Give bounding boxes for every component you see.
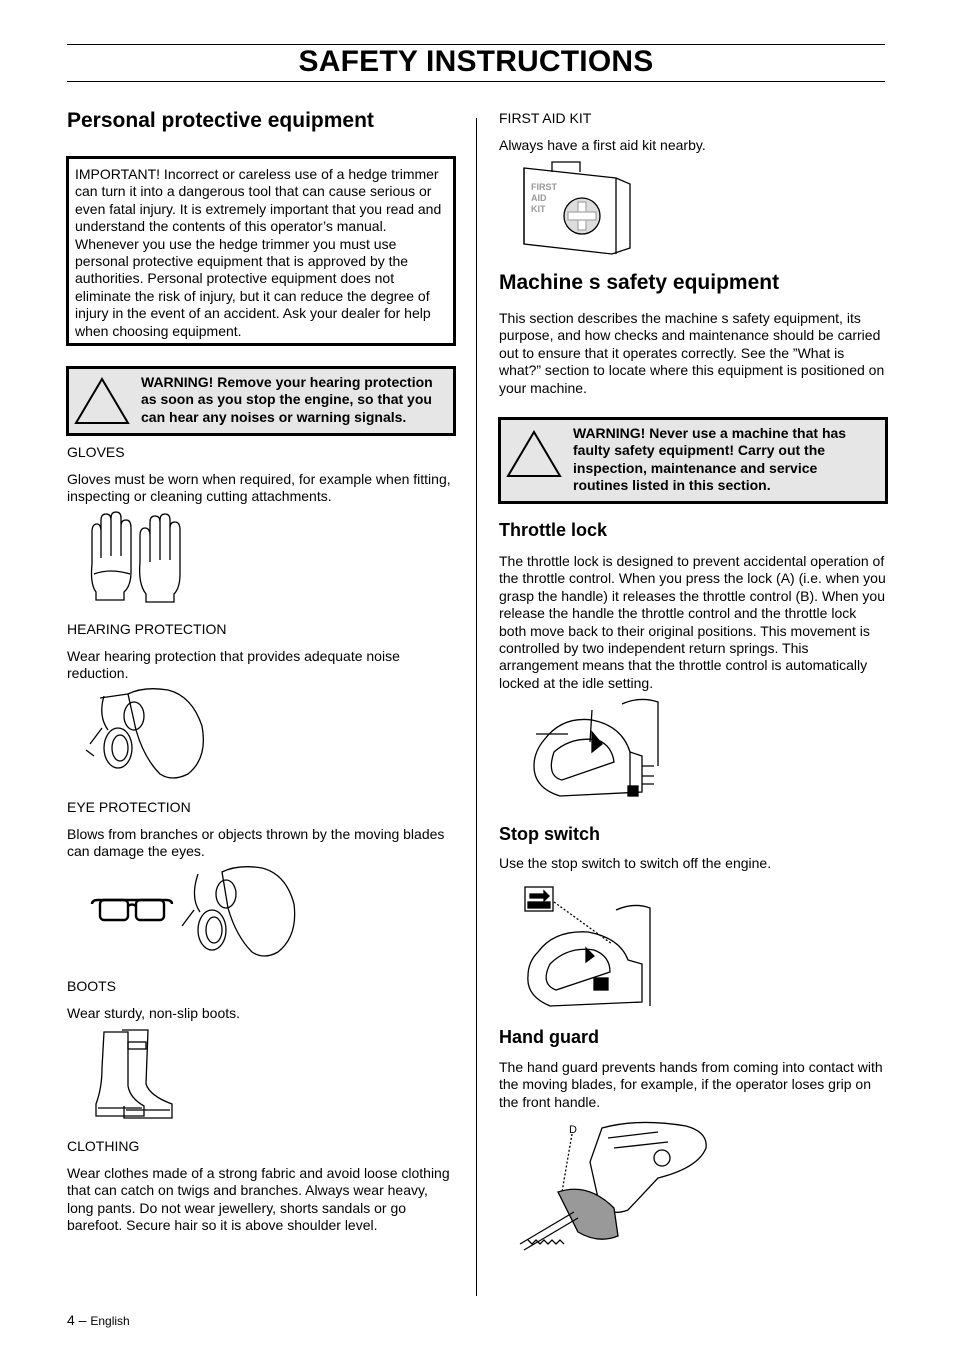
gloves-icon	[88, 512, 184, 604]
boots-text: Wear sturdy, non-slip boots.	[67, 1005, 241, 1021]
warning-triangle-icon	[506, 430, 562, 478]
stop-switch-heading: Stop switch	[499, 824, 601, 844]
kit-label-line: AID	[531, 193, 547, 203]
hand-guard-illustration	[518, 1118, 714, 1256]
important-text: IMPORTANT! Incorrect or careless use of a hedge trimmer can turn it into a dangerous tool that can cause serious or even fatal injury. It is extremely important that you read and understand the contents of this operator’s manual. Whenever you use the hedge trimmer you must use personal protective equipment that is approved by the authorities. Personal protective equipment does not eliminate the risk of injury, but it can reduce the degree of injury in the event of an accident. Ask your dealer for help when choosing equipment.	[75, 166, 442, 339]
machine-safety-heading: Machine s safety equipment	[499, 271, 780, 294]
important-box	[66, 156, 456, 346]
warning-text-hearing: WARNING! Remove your hearing protection as soon as you stop the engine, so that you can hear any noises or warning signals.	[141, 374, 433, 425]
page-number: 4 –	[67, 1312, 87, 1328]
firstaid-label: FIRST AID KIT	[499, 110, 592, 126]
eye-label: EYE PROTECTION	[67, 799, 191, 815]
eye-text: Blows from branches or objects thrown by the moving blades can damage the eyes.	[67, 826, 445, 860]
warning-box-hearing	[66, 366, 456, 436]
header-rule-bottom	[67, 81, 885, 82]
hearing-protection-icon	[84, 686, 208, 782]
warning-text-faulty: WARNING! Never use a machine that has faulty safety equipment! Carry out the inspection, maintenance and service routines listed in this section.	[573, 425, 847, 494]
boots-label: BOOTS	[67, 978, 117, 994]
language-label: English	[90, 1314, 130, 1328]
warning-triangle-icon	[74, 377, 130, 425]
hearing-label: HEARING PROTECTION	[67, 621, 227, 637]
warning-box-faulty	[498, 417, 888, 504]
hearing-text: Wear hearing protection that provides adequate noise reduction.	[67, 648, 400, 682]
safety-glasses-icon	[90, 894, 174, 924]
kit-label-line: KIT	[531, 204, 546, 214]
throttle-lock-text: The throttle lock is designed to prevent accidental operation of the throttle control. When you press the lock (A) (i.e. when you grasp the handle) it releases the throttle control (B). When you release the handle the throttle control and the throttle lock both move back to their original positions. This movement is controlled by two independent return springs. This arrangement means that the throttle control is automatically locked at the idle setting.	[499, 553, 886, 691]
hand-guard-text: The hand guard prevents hands from coming into contact with the moving blades, for example, if the operator loses grip on the front handle.	[499, 1059, 883, 1110]
first-aid-kit-image	[520, 160, 632, 256]
visor-earmuff-icon	[178, 864, 300, 960]
clothing-label: CLOTHING	[67, 1138, 140, 1154]
stop-switch-text: Use the stop switch to switch off the engine.	[499, 855, 772, 871]
hand-guard-heading: Hand guard	[499, 1027, 600, 1047]
throttle-lock-illustration	[532, 696, 664, 806]
kit-label-line: FIRST	[531, 182, 557, 192]
ppe-heading: Personal protective equipment	[67, 109, 374, 132]
throttle-lock-heading: Throttle lock	[499, 520, 608, 540]
page-title: SAFETY INSTRUCTIONS	[298, 45, 654, 78]
gloves-text: Gloves must be worn when required, for example when fitting, inspecting or cleaning cutting attachments.	[67, 471, 451, 505]
firstaid-text: Always have a first aid kit nearby.	[499, 137, 706, 153]
kit-label	[531, 182, 557, 215]
page-footer	[67, 1312, 130, 1328]
machine-safety-intro: This section describes the machine s safety equipment, its purpose, and how checks and maintenance should be carried out to ensure that it operates correctly. See the ”What is what?” section to locate where this equipment is positioned on your machine.	[499, 310, 885, 396]
clothing-text: Wear clothes made of a strong fabric and avoid loose clothing that can catch on twigs and branches. Always wear heavy, long pants. Do not wear jewellery, shorts sandals or go barefoot. Secure hair so it is above shoulder level.	[67, 1165, 450, 1234]
label-d: D	[569, 1124, 577, 1136]
column-divider	[476, 118, 477, 1296]
stop-switch-illustration	[524, 886, 656, 1010]
boots-icon	[94, 1028, 176, 1122]
gloves-label: GLOVES	[67, 444, 125, 460]
